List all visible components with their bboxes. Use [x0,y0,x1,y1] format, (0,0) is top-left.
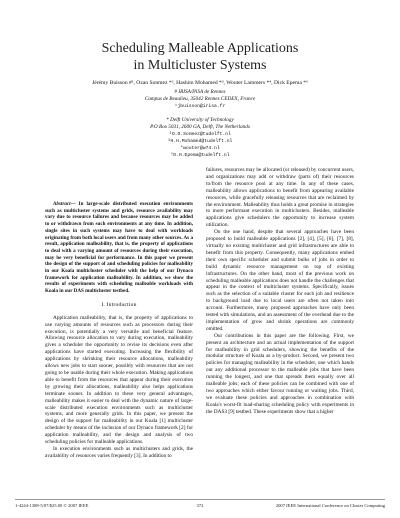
affiliation-address: P.O Box 5031, 2600 GA, Delft, The Netherlands [150,124,250,130]
abstract-lead: Abstract [53,201,71,207]
footer-copyright: 1-4244-1388-5/07/$25.00 © 2007 IEEE [15,503,89,508]
body-paragraph: Application malleability, that is, the property of applications to use varying amounts of resources such as processors during their execution, is potentially a very versatile and beneficial feature. Allowing resource allocation to vary during execution, malleability gives a scheduler the opportunity to revise its decisions even after applications have started executing. Increasing the flexibility of applications by shrinking their resource allocations, malleability allows new jobs to start sooner, possibly with resources that are not going to be usable during their whole execution. Making applications able to benefit from the resources that appear during their execution by growing their allocations, malleability also helps applications terminate sooner. In addition to these very general advantages, malleability makes it easier to deal with the dynamic nature of large-scale distributed execution environments such as multicluster systems, and more generally grids. In this paper, we present the design of the support for malleability in our Koala [1] multicluster scheduler by means of the inclusion of our Dynaco framework [2] for application malleability, and the design and analysis of two scheduling policies for malleable applications. [45,314,193,446]
title-line-2: in Multicluster Systems [133,58,267,73]
affiliation-name: # IRISA/INSA de Rennes [174,89,226,95]
affiliation-email: ⁵D.H.Epema@tudelft.nl [170,153,230,158]
section-heading: I. Introduction [101,301,137,308]
body-paragraph: Our contributions in this paper are the following. First, we present an architecture and an actual implementation of the support for malleability in grid schedulers, showing the benefits of the modular structure of Koala as a by-product. Second, we present two policies for managing malleability in the scheduler, one which hands out any additional processor to the malleable jobs that have been running the longest, and one that spreads them equally over all malleable jobs; each of these policies can be combined with one of two approaches which either favour running or waiting jobs. Third, we evaluate these policies and approaches in combination with Koala's worst-fit load-sharing scheduling policy with experiments in the DAS3 [9] testbed. These experiments show that a higher [206,332,354,415]
affiliation-address: Campus de Beaulieu, 35042 Rennes CEDEX, France [144,96,256,102]
title-line-1: Scheduling Malleable Applications [101,41,299,56]
abstract [45,201,193,295]
right-column [206,167,354,416]
body-paragraph: On the one hand, despite that several approaches have been proposed to build malleable applications [2], [4], [5], [6], [7], [8], virtually no existing multicluster and grid infrastructures are able to benefit from this property. Consequently, many applications embed their own specific scheduler and submit bulks of jobs in order to build dynamic resource management on top of existing infrastructures. On the other hand, most of the previous work on scheduling malleable applications does not handle the challenges that appear in the context of multicluster systems. Specifically, issues such as the selection of a suitable cluster for each job and resilience to background load due to local users are often not taken into account. Furthermore, many proposed approaches have only been tested with simulations, and an assessment of the overhead due to the implementation of grow and shrink operations are commonly omitted. [206,229,354,332]
page-footer [15,499,385,508]
body-paragraph: failures, resources may be allocated (or released) by concurrent users, and organizations may add or withdraw (parts of) their resources to/from the resource pool at any time. In any of these cases, malleability allows applications to benefit from appearing available resources, while gracefully releasing resources that are reclaimed by the environment. Malleability thus holds a great promise in strategies to more performant execution in multiclusters. Besides, malleable applications give schedulers the opportunity to increase system utilization. [206,167,354,229]
page-number: 372 [196,503,204,508]
footer-conference: 2007 IEEE International Conference on Cluster Computing [275,503,385,508]
author-list: Jérémy Buisson #¹, Ozan Sonmez *², Hashim Mohamed *³, Wouter Lammers *⁴, Dick Epema *⁵ [92,80,308,86]
left-column [45,201,193,460]
body-paragraph: In execution environments such as multiclusters and grids, the availability of resources varies frequently [3]. In addition to [45,445,193,459]
affiliation-name: * Delft University of Technology [166,117,234,123]
affiliation-tudelft [20,117,380,159]
affiliation-email: ¹jbuisson@irisa.fr [174,104,226,109]
affiliation-email: ³H.H.Mohamed@tudelft.nl [167,139,233,144]
affiliation-email: ²O.O.Sonmez@tudelft.nl [169,132,231,137]
affiliation-irisa [20,89,380,110]
paper-title [40,40,360,74]
affiliation-email: ⁴wouter@w74.nl [180,146,220,151]
abstract-text: — In large-scale distributed execution environments such as multicluster systems and grids, resource availability may vary due to resource failures and because resources may be added to or withdrawn from such environments at any time. In addition, single sites in such systems may have to deal with workloads originating from both local users and from many other sources. As a result, application malleability, that is, the property of applications to deal with a varying amount of resources during their execution, may be very beneficial for performance. In this paper we present the design of the support of and scheduling policies for malleability in our Koala multicluster scheduler with the help of our Dynaco framework for application malleability. In addition, we show the results of experiments with scheduling malleable workloads with Koala in our DAS multicluster testbed. [45,201,193,295]
